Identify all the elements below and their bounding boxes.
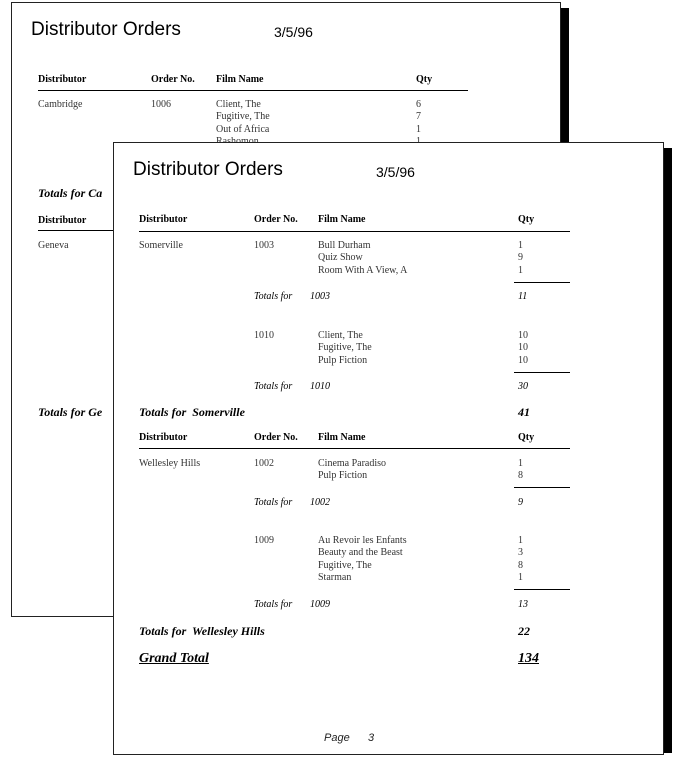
subtotal-rule (514, 487, 570, 488)
distributor-name: Geneva (38, 240, 69, 251)
report-date: 3/5/96 (376, 164, 415, 180)
order-number: 1009 (254, 535, 274, 546)
distributor-name: Wellesley Hills (139, 458, 201, 469)
col-header-order-no: Order No. (151, 74, 195, 85)
order-total-qty: 11 (518, 291, 528, 302)
grand-total-qty: 134 (518, 651, 539, 666)
list-item: 1 (416, 123, 421, 135)
list-item: Out of Africa (216, 123, 270, 135)
list-item: 7 (416, 111, 421, 123)
film-list (318, 535, 407, 584)
list-item: Room With A View, A (318, 264, 408, 276)
order-total-qty: 9 (518, 497, 523, 508)
list-item: 10 (518, 354, 528, 366)
distributor-totals-label: Totals for Somerville (139, 405, 245, 419)
list-item: 1 (518, 240, 523, 251)
col-header-qty: Qty (518, 432, 535, 443)
order-totals-number: 1003 (310, 291, 330, 302)
list-item: Beauty and the Beast (318, 547, 403, 559)
list-item: Starman (318, 571, 352, 583)
report-title: Distributor Orders (31, 19, 181, 40)
front-page (113, 142, 664, 755)
subtotal-rule (514, 589, 570, 590)
list-item: Fugitive, The (318, 342, 372, 354)
report-title: Distributor Orders (133, 159, 283, 180)
distributor-totals: Totals for Ca (38, 186, 103, 200)
report-date: 3/5/96 (274, 24, 313, 40)
distributor-total-qty: 22 (518, 624, 530, 638)
list-item: Client, The (216, 99, 261, 110)
distributor-totals: Totals for Ge (38, 405, 103, 419)
film-list (318, 458, 386, 483)
list-item: Pulp Fiction (318, 470, 368, 482)
film-list (318, 330, 372, 367)
list-item: 1 (518, 571, 523, 583)
list-item: 6 (416, 99, 421, 110)
film-list (216, 99, 270, 148)
order-totals-number: 1009 (310, 599, 330, 610)
subtotal-rule (514, 372, 570, 373)
subtotal-rule (514, 282, 570, 283)
order-number: 1003 (254, 240, 274, 251)
list-item: 10 (518, 342, 528, 354)
list-item: Fugitive, The (216, 111, 270, 123)
qty-list (518, 330, 528, 367)
order-total-qty: 30 (518, 381, 528, 392)
qty-list (416, 99, 421, 148)
col-header-distributor: Distributor (38, 74, 87, 85)
order-number: 1002 (254, 458, 274, 469)
order-number: 1010 (254, 330, 274, 341)
list-item: 1 (518, 535, 523, 546)
col-header-order-no: Order No. (254, 432, 298, 443)
col-header-distributor: Distributor (38, 215, 87, 226)
list-item: Quiz Show (318, 252, 363, 264)
list-item: 3 (518, 547, 523, 559)
distributor-name: Cambridge (38, 99, 83, 110)
header-rule (38, 90, 468, 91)
distributor-name: Somerville (139, 240, 183, 251)
col-header-distributor: Distributor (139, 214, 188, 225)
list-item: Cinema Paradiso (318, 458, 387, 469)
qty-list (518, 535, 523, 584)
list-item: 9 (518, 252, 523, 264)
col-header-qty: Qty (416, 74, 433, 85)
distributor-total-qty: 41 (518, 405, 530, 419)
header-rule (139, 448, 570, 449)
order-totals-number: 1002 (310, 497, 330, 508)
order-totals-label: Totals for (254, 291, 293, 302)
list-item: 10 (518, 330, 528, 341)
col-header-qty: Qty (518, 214, 535, 225)
list-item: 1 (518, 264, 523, 276)
qty-list (518, 458, 523, 483)
film-list (318, 240, 407, 277)
distributor-totals-label: Totals for Wellesley Hills (139, 624, 265, 638)
header-rule (139, 231, 570, 232)
list-item: Fugitive, The (318, 559, 372, 571)
page-number: 3 (368, 732, 375, 744)
list-item: Pulp Fiction (318, 354, 368, 366)
list-item: Bull Durham (318, 240, 371, 251)
col-header-distributor: Distributor (139, 432, 188, 443)
order-totals-label: Totals for (254, 497, 293, 508)
list-item: 1 (518, 458, 523, 469)
order-total-qty: 13 (518, 599, 528, 610)
qty-list (518, 240, 523, 277)
order-number: 1006 (151, 99, 171, 110)
list-item: 8 (518, 470, 523, 482)
page-label: Page (324, 732, 350, 744)
list-item: 8 (518, 559, 523, 571)
list-item: Au Revoir les Enfants (318, 535, 407, 546)
col-header-film-name: Film Name (318, 432, 366, 443)
list-item: Client, The (318, 330, 363, 341)
order-totals-number: 1010 (310, 381, 330, 392)
grand-total-label: Grand Total (139, 651, 209, 666)
col-header-film-name: Film Name (216, 74, 264, 85)
order-totals-label: Totals for (254, 381, 293, 392)
col-header-film-name: Film Name (318, 214, 366, 225)
order-totals-label: Totals for (254, 599, 293, 610)
col-header-order-no: Order No. (254, 214, 298, 225)
